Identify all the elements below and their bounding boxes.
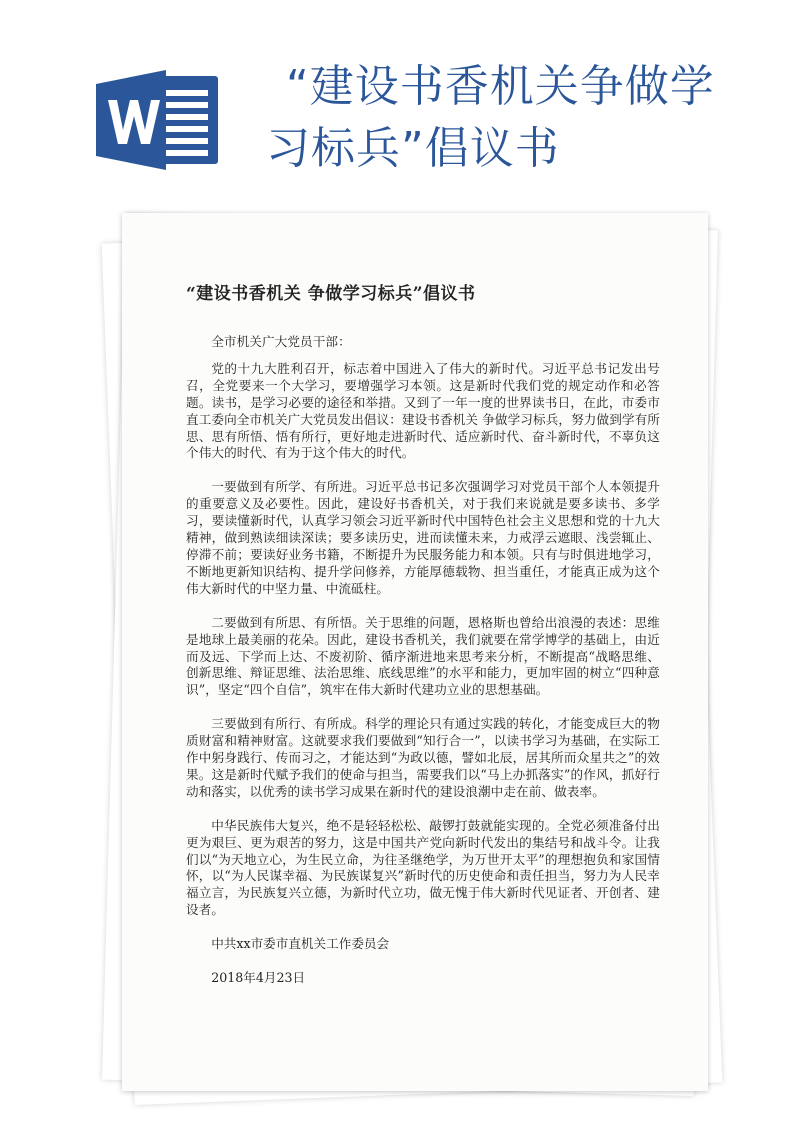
document-body (186, 279, 660, 1004)
paragraph-learn: 一要做到有所学、有所进。习近平总书记多次强调学习对党员干部个人本领提升的重要意义及必要性。因此，建设好书香机关，对于我们来说就是要多读书、多学习，要读懂新时代，认真学习领会习近平新时代中国特色社会主义思想和党的十九大精神，做到熟读细读深读；要多读历史，进而读懂未来，力戒浮云遮眼、浅尝辄止、停滞不前；要读好业务书籍，不断提升为民服务能力和本领。只有与时俱进地学习，不断地更新知识结构、提升学问修养，方能厚德载物、担当重任，才能真正成为这个伟大新时代的中坚力量、中流砥柱。 (186, 479, 660, 596)
document-title: “建设书香机关 争做学习标兵”倡议书 (186, 284, 476, 304)
document-date: 2018年4月23日 (211, 970, 306, 986)
paragraph-act: 三要做到有所行、有所成。科学的理论只有通过实践的转化，才能变成巨大的物质财富和精神财富。这就要求我们要做到“知行合一”，以读书学习为基础，在实际工作中躬身践行、传而习之，才能达到“为政以德，譬如北辰，居其所而众星共之”的效果。这是新时代赋予我们的使命与担当，需要我们以“马上办抓落实”的作风，抓好行动和落实，以优秀的读书学习成果在新时代的建设浪潮中走在前、做表率。 (186, 716, 660, 799)
word-document-icon (96, 70, 226, 170)
paragraph-conclusion: 中华民族伟大复兴，绝不是轻轻松松、敲锣打鼓就能实现的。全党必须准备付出更为艰巨、更为艰苦的努力，这是中国共产党向新时代发出的集结号和战斗令。让我们以“为天地立心，为生民立命，为往圣继绝学，为万世开太平”的理想抱负和家国情怀，以“为人民谋幸福、为民族谋复兴”新时代的历史使命和责任担当，努力为人民幸福立言，为民族复兴立德，为新时代立功，做无愧于伟大新时代见证者、开创者、建设者。 (186, 817, 660, 918)
header-banner (0, 0, 800, 210)
salutation: 全市机关广大党员干部： (211, 334, 351, 349)
paragraph-think: 二要做到有所思、有所悟。关于思维的问题，恩格斯也曾给出浪漫的表述：思维是地球上最美丽的花朵。因此，建设书香机关，我们就要在常学博学的基础上，由近而及远、下学而上达、不废初阶、循序渐进地来思考来分析，不断提高“战略思维、创新思维、辩证思维、法治思维、底线思维”的水平和能力，更加牢固的树立“四种意识”，坚定“四个自信”，筑牢在伟大新时代建功立业的思想基础。 (186, 614, 660, 698)
header-title-line1: “建设书香机关争做学 (286, 61, 715, 112)
header-title (268, 56, 738, 180)
document-page (122, 213, 708, 1091)
header-title-line2: 习标兵”倡议书 (266, 123, 560, 174)
paragraph-intro: 党的十九大胜利召开，标志着中国进入了伟大的新时代。习近平总书记发出号召，全党要来一个大学习，要增强学习本领。这是新时代我们党的规定动作和必答题。读书，是学习必要的途径和举措。又到了一年一度的世界读书日，在此，市委市直工委向全市机关广大党员发出倡议：建设书香机关 争做学习标兵，努力做到学有所思、思有所悟、悟有所行，更好地走进新时代、适应新时代、奋斗新时代，不辜负这个伟大的时代、有为于这个伟大的时代。 (186, 360, 660, 461)
signature: 中共xx市委市直机关工作委员会 (211, 936, 390, 952)
